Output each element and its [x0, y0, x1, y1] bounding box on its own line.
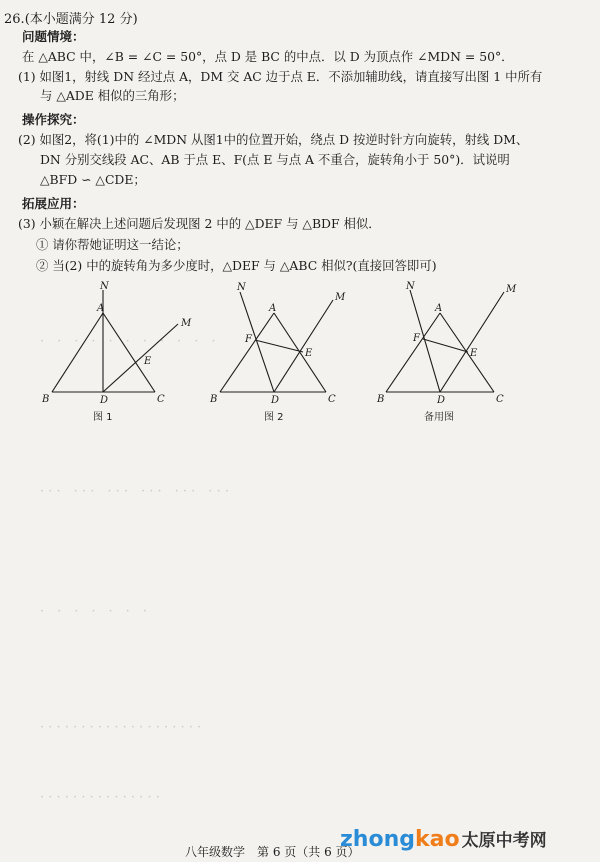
label-B: B	[377, 394, 385, 405]
figure-2-caption: 图 2	[264, 412, 284, 423]
question-score: (本小题满分 12 分)	[24, 12, 138, 27]
label-E: E	[305, 348, 313, 359]
bleed-through-text: · · · · · · · · · · · · · · · · · ·	[40, 484, 229, 499]
label-N: N	[100, 281, 109, 292]
watermark-part3: 太原中考网	[461, 831, 547, 851]
label-B: B	[210, 394, 218, 405]
explore-heading: 操作探究：	[22, 112, 85, 127]
label-A: A	[97, 303, 105, 314]
segment-AB	[52, 313, 103, 392]
part3-line1: (3) 小颖在解决上述问题后发现图 2 中的 △DEF 与 △BDF 相似．	[18, 216, 381, 231]
figure-2	[208, 280, 368, 434]
site-watermark	[340, 826, 547, 852]
page-footer: 八年级数学 第 6 页（共 6 页）	[185, 845, 360, 859]
label-E: E	[144, 356, 152, 367]
label-F: F	[413, 333, 420, 344]
label-A: A	[269, 303, 277, 314]
segment-FE	[423, 339, 468, 352]
label-M: M	[181, 318, 192, 329]
situation-text: 在 △ABC 中，∠B = ∠C = 50°，点 D 是 BC 的中点．以 D 为顶点作 ∠MDN = 50°．	[22, 49, 514, 64]
figure-spare-diagram	[376, 280, 536, 430]
label-C: C	[328, 394, 336, 405]
bleed-through-text: · · · · · · ·	[40, 604, 147, 619]
ray-DM	[274, 300, 333, 392]
question-number: 26.	[4, 12, 25, 27]
part2-line3: △BFD ∽ △CDE；	[40, 172, 146, 187]
label-N: N	[237, 282, 246, 293]
bleed-through-text: · · · · · · · · · · ·	[40, 334, 216, 349]
figure-spare	[376, 280, 536, 434]
label-F: F	[245, 334, 252, 345]
figure-1-diagram	[40, 280, 200, 430]
label-M: M	[335, 292, 346, 303]
label-C: C	[496, 394, 504, 405]
figure-2-diagram	[208, 280, 368, 430]
part1-line2: 与 △ADE 相似的三角形；	[40, 88, 185, 103]
label-A: A	[435, 303, 443, 314]
watermark-part2: kao	[415, 827, 460, 852]
label-N: N	[406, 281, 415, 292]
figure-spare-caption: 备用图	[424, 412, 454, 423]
watermark-part1: zhong	[340, 827, 415, 852]
part3-sub2: ② 当(2) 中的旋转角为多少度时，△DEF 与 △ABC 相似?(直接回答即可)	[36, 258, 437, 273]
part1-line1: (1) 如图1，射线 DN 经过点 A，DM 交 AC 边于点 E．不添加辅助线，请直接写出图 1 中所有	[18, 69, 543, 84]
label-E: E	[470, 348, 478, 359]
label-C: C	[157, 394, 165, 405]
bleed-through-text: · · · · · · · · · · · · · · · · · · · ·	[40, 720, 202, 735]
ray-DM	[440, 292, 504, 392]
figure-1-caption: 图 1	[93, 412, 113, 423]
bleed-through-text: · · · · · · · · · · · · · · ·	[40, 790, 160, 805]
label-D: D	[271, 395, 280, 406]
segment-AB	[386, 313, 440, 392]
extend-heading: 拓展应用：	[22, 196, 85, 211]
part2-line2: DN 分别交线段 AC、AB 于点 E、F(点 E 与点 A 不重合，旋转角小于 50°)．试说明	[40, 152, 510, 167]
part3-sub1: ① 请你帮她证明这一结论；	[36, 237, 189, 252]
situation-heading: 问题情境：	[22, 29, 85, 44]
figure-1	[40, 280, 200, 434]
segment-AB	[220, 313, 274, 392]
question-header	[4, 8, 138, 27]
label-D: D	[100, 395, 109, 406]
ray-DM	[103, 324, 178, 392]
label-D: D	[437, 395, 446, 406]
label-B: B	[42, 394, 50, 405]
part2-line1: (2) 如图2，将(1)中的 ∠MDN 从图1中的位置开始，绕点 D 按逆时针方向旋转，射线 DM、	[18, 132, 529, 147]
label-M: M	[506, 284, 517, 295]
